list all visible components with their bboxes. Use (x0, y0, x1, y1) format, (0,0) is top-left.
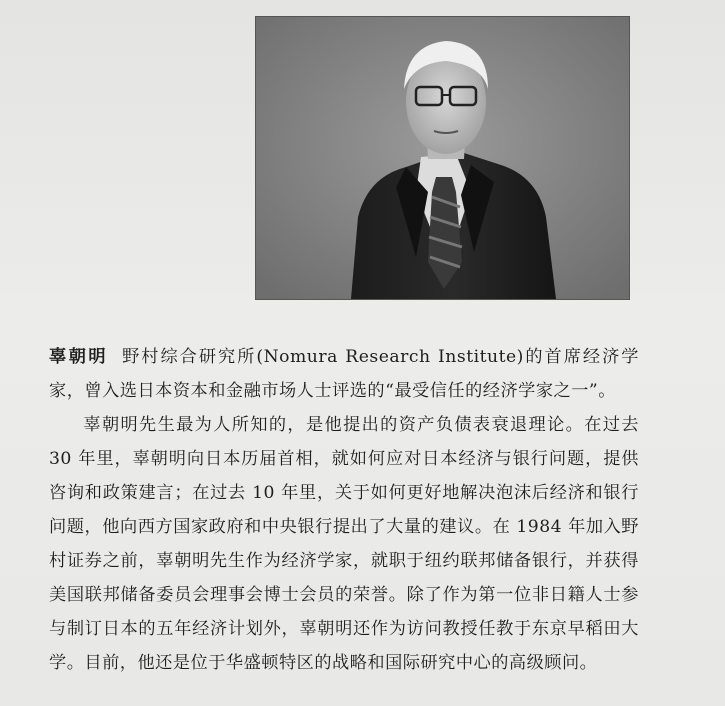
author-name: 辜朝明 (49, 347, 109, 367)
portrait-photo (256, 17, 629, 299)
author-portrait (255, 16, 630, 300)
bio-intro-text: 野村综合研究所(Nomura Research Institute)的首席经济学家，曾入选日本资本和金融市场人士评选的“最受信任的经济学家之一”。 (49, 347, 639, 401)
bio-intro-paragraph (49, 340, 639, 408)
bio-body-paragraph: 辜朝明先生最为人所知的，是他提出的资产负债表衰退理论。在过去 30 年里，辜朝明向日本历届首相，就如何应对日本经济与银行问题，提供咨询和政策建言；在过去 10 年里，关于如何更好地解决泡沫后经济和银行问题，他向西方国家政府和中央银行提出了大量的建议。在 1984 年加入野村证券之前，辜朝明先生作为经济学家，就职于纽约联邦储备银行，并获得美国联邦储备委员会理事会博士会员的荣誉。除了作为第一位非日籍人士参与制订日本的五年经济计划外，辜朝明还作为访问教授任教于东京早稻田大学。目前，他还是位于华盛顿特区的战略和国际研究中心的高级顾问。 (49, 415, 639, 673)
author-bio (49, 340, 639, 680)
